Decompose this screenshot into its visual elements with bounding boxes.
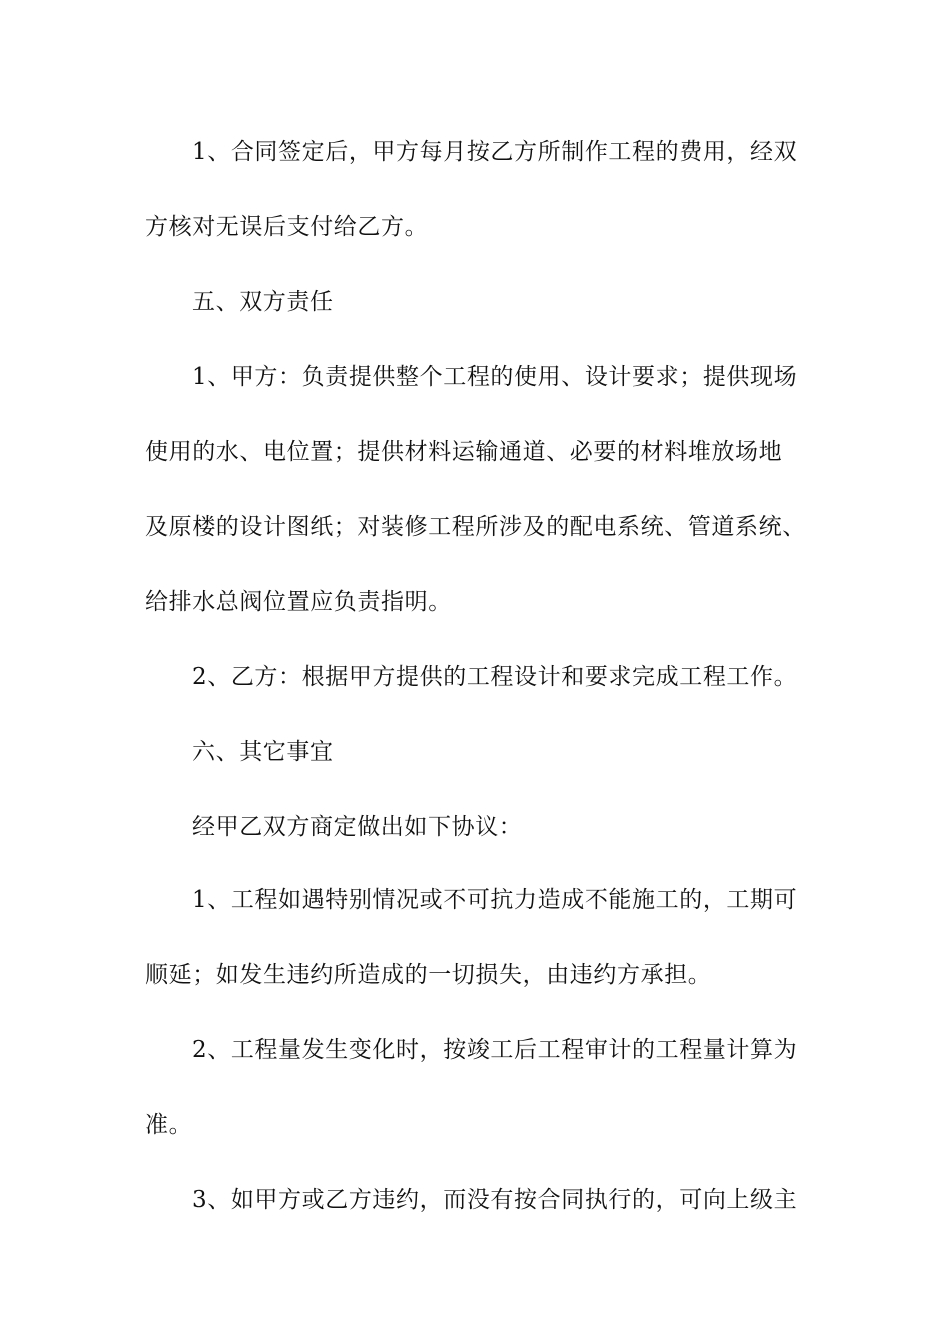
party-a-duty-line-3: 及原楼的设计图纸；对装修工程所涉及的配电系统、管道系统、 <box>145 514 806 540</box>
party-a-duty-line-4: 给排水总阀位置应负责指明。 <box>145 589 452 615</box>
party-a-duty-line-1: 1、甲方：负责提供整个工程的使用、设计要求；提供现场 <box>192 364 798 390</box>
other-clause-1-line-1: 1、工程如遇特别情况或不可抗力造成不能施工的，工期可 <box>192 887 798 913</box>
party-b-duty-line: 2、乙方：根据甲方提供的工程设计和要求完成工程工作。 <box>192 664 798 690</box>
agreement-intro: 经甲乙双方商定做出如下协议： <box>192 814 523 840</box>
other-clause-1-line-2: 顺延；如发生违约所造成的一切损失，由违约方承担。 <box>145 962 712 988</box>
party-a-duty-line-2: 使用的水、电位置；提供材料运输通道、必要的材料堆放场地 <box>145 439 783 465</box>
clause-1-payment-line-2: 方核对无误后支付给乙方。 <box>145 214 429 240</box>
section-heading-responsibilities: 五、双方责任 <box>192 289 334 315</box>
other-clause-2-line-1: 2、工程量发生变化时，按竣工后工程审计的工程量计算为 <box>192 1037 798 1063</box>
other-clause-3-line-1: 3、如甲方或乙方违约，而没有按合同执行的，可向上级主 <box>192 1187 798 1213</box>
clause-1-payment-line-1: 1、合同签定后，甲方每月按乙方所制作工程的费用，经双 <box>192 139 798 165</box>
other-clause-2-line-2: 准。 <box>145 1112 193 1138</box>
section-heading-other-matters: 六、其它事宜 <box>192 739 334 765</box>
